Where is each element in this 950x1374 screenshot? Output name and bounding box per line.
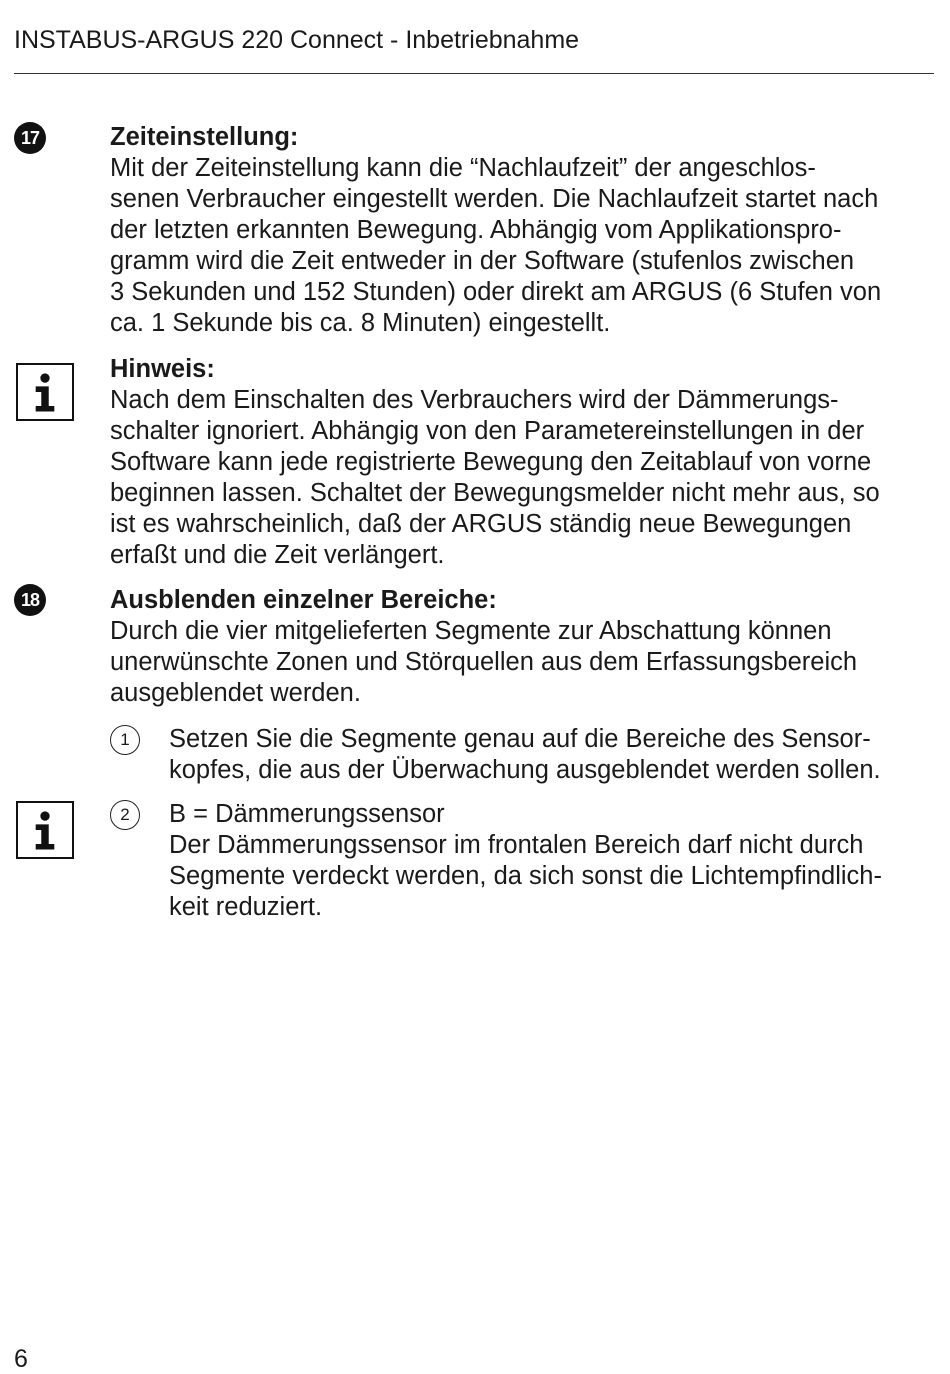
header-divider: [14, 73, 934, 74]
info-icon: [16, 801, 74, 859]
step-1-line: kopfes, die aus der Überwachung ausgeblendet werden sollen.: [169, 756, 881, 784]
note-1-line: ist es wahrscheinlich, daß der ARGUS ständig neue Bewegungen: [110, 510, 852, 538]
section-17-marker: 17: [14, 122, 46, 154]
section-17-title: Zeiteinstellung:: [110, 123, 299, 151]
section-18-line: unerwünschte Zonen und Störquellen aus dem Erfassungsbereich: [110, 648, 858, 676]
info-icon-glyph: [18, 803, 72, 857]
note-1-line: schalter ignoriert. Abhängig von den Parametereinstellungen in der: [110, 417, 865, 445]
step-2-line: keit reduziert.: [169, 893, 323, 921]
section-17-line: 3 Sekunden und 152 Stunden) oder direkt am ARGUS (6 Stufen von: [110, 278, 882, 306]
step-2-number: 2: [110, 800, 140, 830]
section-18-marker: 18: [14, 584, 46, 616]
info-icon-glyph: [18, 365, 72, 419]
note-1-line: erfaßt und die Zeit verlängert.: [110, 541, 445, 569]
section-17-line: Mit der Zeiteinstellung kann die “Nachlaufzeit” der angeschlos-: [110, 154, 816, 182]
step-2-line: Der Dämmerungssensor im frontalen Bereich darf nicht durch: [169, 831, 864, 859]
step-2-line: B = Dämmerungssensor: [169, 800, 445, 828]
section-17-line: senen Verbraucher eingestellt werden. Die Nachlaufzeit startet nach: [110, 185, 879, 213]
step-2-text: [169, 799, 944, 923]
section-18-line: ausgeblendet werden.: [110, 679, 361, 707]
info-icon: [16, 363, 74, 421]
note-1-title: Hinweis:: [110, 355, 215, 383]
step-1-text: [169, 724, 944, 786]
page-number: 6: [14, 1345, 28, 1373]
section-18-line: Durch die vier mitgelieferten Segmente zur Abschattung können: [110, 617, 832, 645]
section-17-text: [110, 122, 940, 339]
section-18-title: Ausblenden einzelner Bereiche:: [110, 586, 497, 614]
section-17-line: gramm wird die Zeit entweder in der Software (stufenlos zwischen: [110, 247, 855, 275]
document-header: INSTABUS-ARGUS 220 Connect - Inbetriebnahme: [14, 26, 580, 54]
section-17-line: ca. 1 Sekunde bis ca. 8 Minuten) eingestellt.: [110, 309, 611, 337]
note-1-line: beginnen lassen. Schaltet der Bewegungsmelder nicht mehr aus, so: [110, 479, 880, 507]
section-18-text: [110, 585, 940, 709]
step-2-line: Segmente verdeckt werden, da sich sonst die Lichtempfindlich-: [169, 862, 882, 890]
step-1-line: Setzen Sie die Segmente genau auf die Bereiche des Sensor-: [169, 725, 871, 753]
note-1-line: Nach dem Einschalten des Verbrauchers wird der Dämmerungs-: [110, 386, 839, 414]
section-17-line: der letzten erkannten Bewegung. Abhängig vom Applikationspro-: [110, 216, 842, 244]
step-1-number: 1: [110, 725, 140, 755]
note-1-line: Software kann jede registrierte Bewegung den Zeitablauf von vorne: [110, 448, 872, 476]
note-1-text: [110, 354, 940, 571]
